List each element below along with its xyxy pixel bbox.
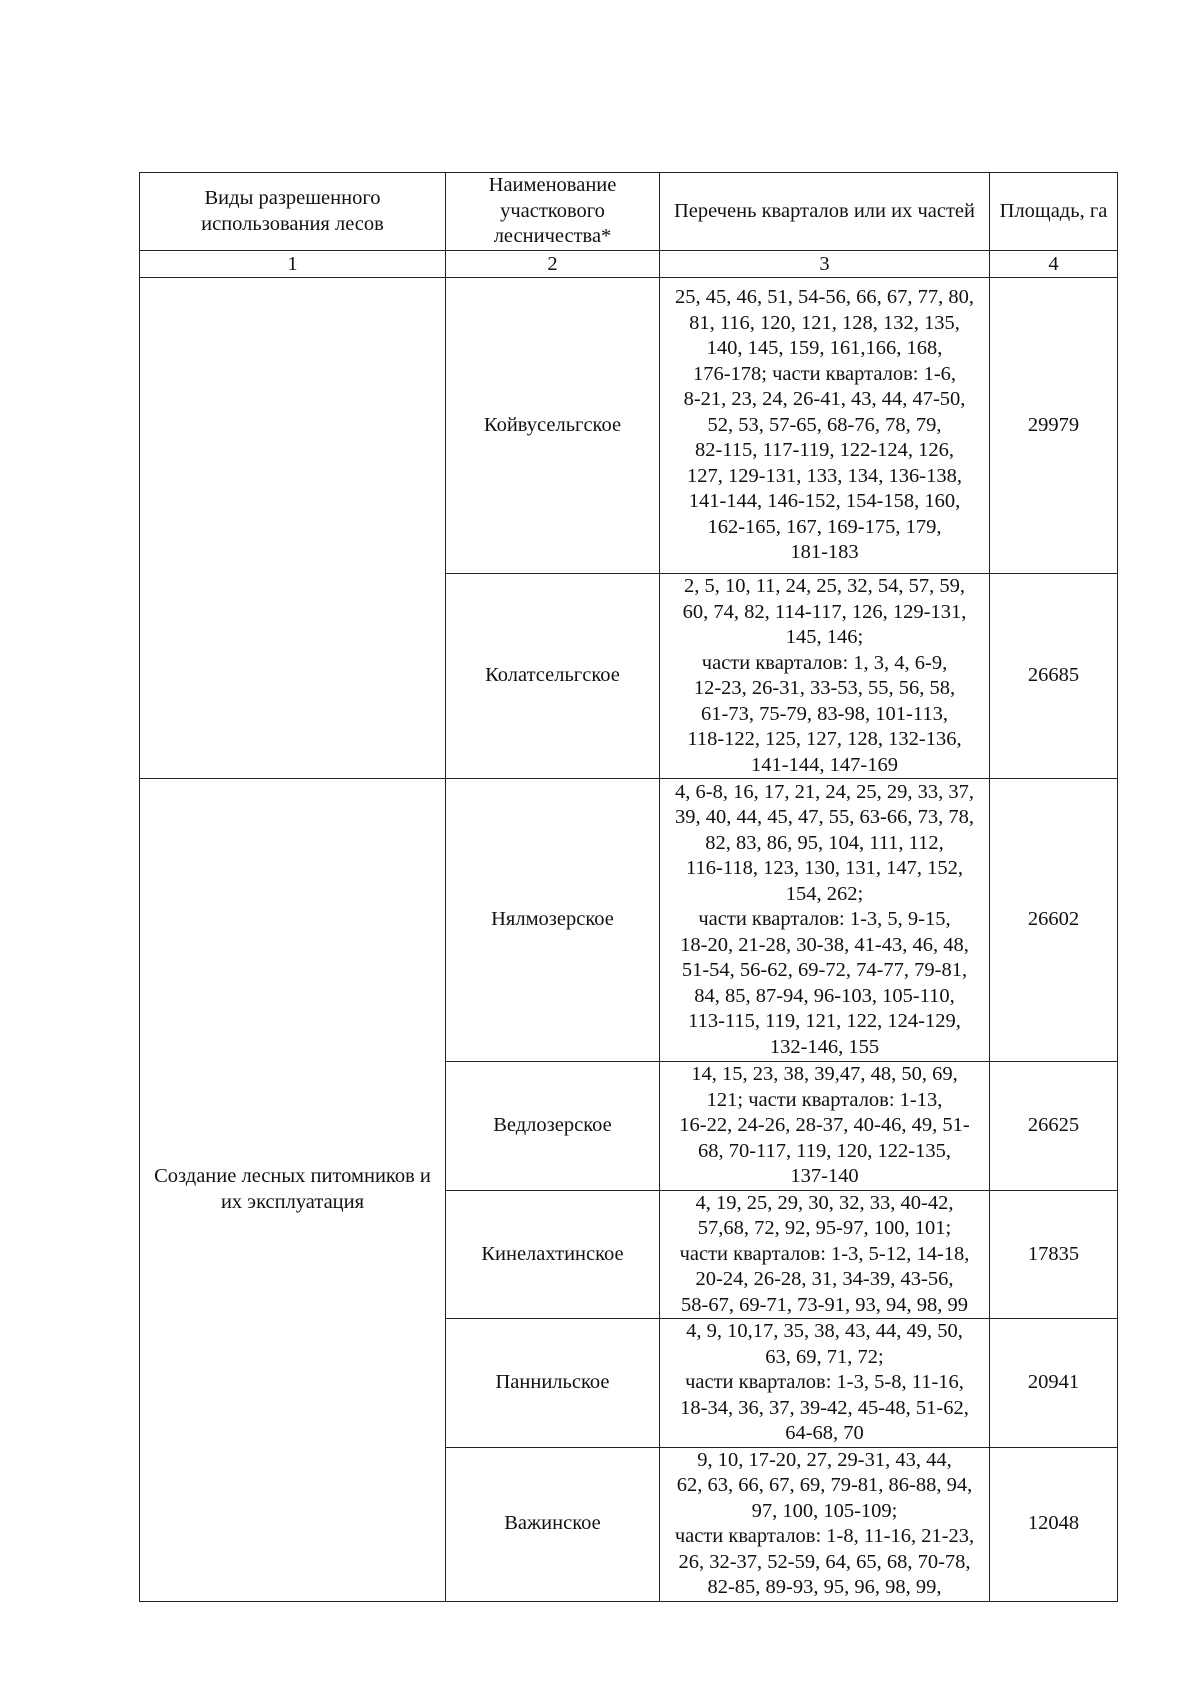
area-value: 26625 [990, 1062, 1118, 1191]
column-number-1: 1 [140, 251, 446, 278]
area-value: 12048 [990, 1447, 1118, 1601]
area-value: 17835 [990, 1190, 1118, 1319]
column-number-row [140, 251, 1118, 278]
column-number-3: 3 [660, 251, 990, 278]
forestry-name: Нялмозерское [446, 779, 660, 1062]
quarters-list: 4, 9, 10,17, 35, 38, 43, 44, 49, 50, 63, 69, 71, 72; части кварталов: 1-3, 5-8, 11-16, 18-34, 36, 37, 39-42, 45-48, 51-62, 64-68, 70 [660, 1319, 990, 1448]
header-area: Площадь, га [990, 173, 1118, 251]
forestry-name: Важинское [446, 1447, 660, 1601]
forestry-name: Паннильское [446, 1319, 660, 1448]
forestry-name: Ведлозерское [446, 1062, 660, 1191]
quarters-list: 4, 19, 25, 29, 30, 32, 33, 40-42, 57,68, 72, 92, 95-97, 100, 101; части кварталов: 1-3, 5-12, 14-18, 20-24, 26-28, 31, 34-39, 43-56, 58-67, 69-71, 73-91, 93, 94, 98, 99 [660, 1190, 990, 1319]
header-quarters: Перечень кварталов или их частей [660, 173, 990, 251]
header-kind-of-use: Виды разрешенного использования лесов [140, 173, 446, 251]
table-row [140, 779, 1118, 1062]
forestry-name: Кинелахтинское [446, 1190, 660, 1319]
table-row [140, 278, 1118, 574]
area-value: 20941 [990, 1319, 1118, 1448]
quarters-list: 2, 5, 10, 11, 24, 25, 32, 54, 57, 59, 60, 74, 82, 114-117, 126, 129-131, 145, 146; части кварталов: 1, 3, 4, 6-9, 12-23, 26-31, 33-53, 55, 56, 58, 61-73, 75-79, 83-98, 101-113, 118-122, 125, 127, 128, 132-136, 141-144, 147-169 [660, 574, 990, 779]
forestry-name: Колатсельгское [446, 574, 660, 779]
quarters-list: 25, 45, 46, 51, 54-56, 66, 67, 77, 80, 81, 116, 120, 121, 128, 132, 135, 140, 145, 159, 161,166, 168, 176-178; части кварталов: 1-6, 8-21, 23, 24, 26-41, 43, 44, 47-50, 52, 53, 57-65, 68-76, 78, 79, 82-115, 117-119, 122-124, 126, 127, 129-131, 133, 134, 136-138, 141-144, 146-152, 154-158, 160, 162-165, 167, 169-175, 179, 181-183 [660, 278, 990, 574]
column-number-4: 4 [990, 251, 1118, 278]
column-number-2: 2 [446, 251, 660, 278]
kind-of-use-cell: Создание лесных питомников и их эксплуатация [140, 779, 446, 1602]
header-forestry: Наименование участкового лесничества* [446, 173, 660, 251]
quarters-list: 9, 10, 17-20, 27, 29-31, 43, 44, 62, 63, 66, 67, 69, 79-81, 86-88, 94, 97, 100, 105-109; части кварталов: 1-8, 11-16, 21-23, 26, 32-37, 52-59, 64, 65, 68, 70-78, 82-85, 89-93, 95, 96, 98, 99, [660, 1447, 990, 1601]
area-value: 26685 [990, 574, 1118, 779]
area-value: 29979 [990, 278, 1118, 574]
quarters-list: 14, 15, 23, 38, 39,47, 48, 50, 69, 121; части кварталов: 1-13, 16-22, 24-26, 28-37, 40-46, 49, 51- 68, 70-117, 119, 120, 122-135, 137-140 [660, 1062, 990, 1191]
forest-use-table [139, 172, 1118, 1602]
area-value: 26602 [990, 779, 1118, 1062]
header-row [140, 173, 1118, 251]
forestry-name: Койвусельгское [446, 278, 660, 574]
kind-of-use-cell-empty [140, 278, 446, 779]
quarters-list: 4, 6-8, 16, 17, 21, 24, 25, 29, 33, 37, 39, 40, 44, 45, 47, 55, 63-66, 73, 78, 82, 83, 86, 95, 104, 111, 112, 116-118, 123, 130, 131, 147, 152, 154, 262; части кварталов: 1-3, 5, 9-15, 18-20, 21-28, 30-38, 41-43, 46, 48, 51-54, 56-62, 69-72, 74-77, 79-81, 84, 85, 87-94, 96-103, 105-110, 113-115, 119, 121, 122, 124-129, 132-146, 155 [660, 779, 990, 1062]
